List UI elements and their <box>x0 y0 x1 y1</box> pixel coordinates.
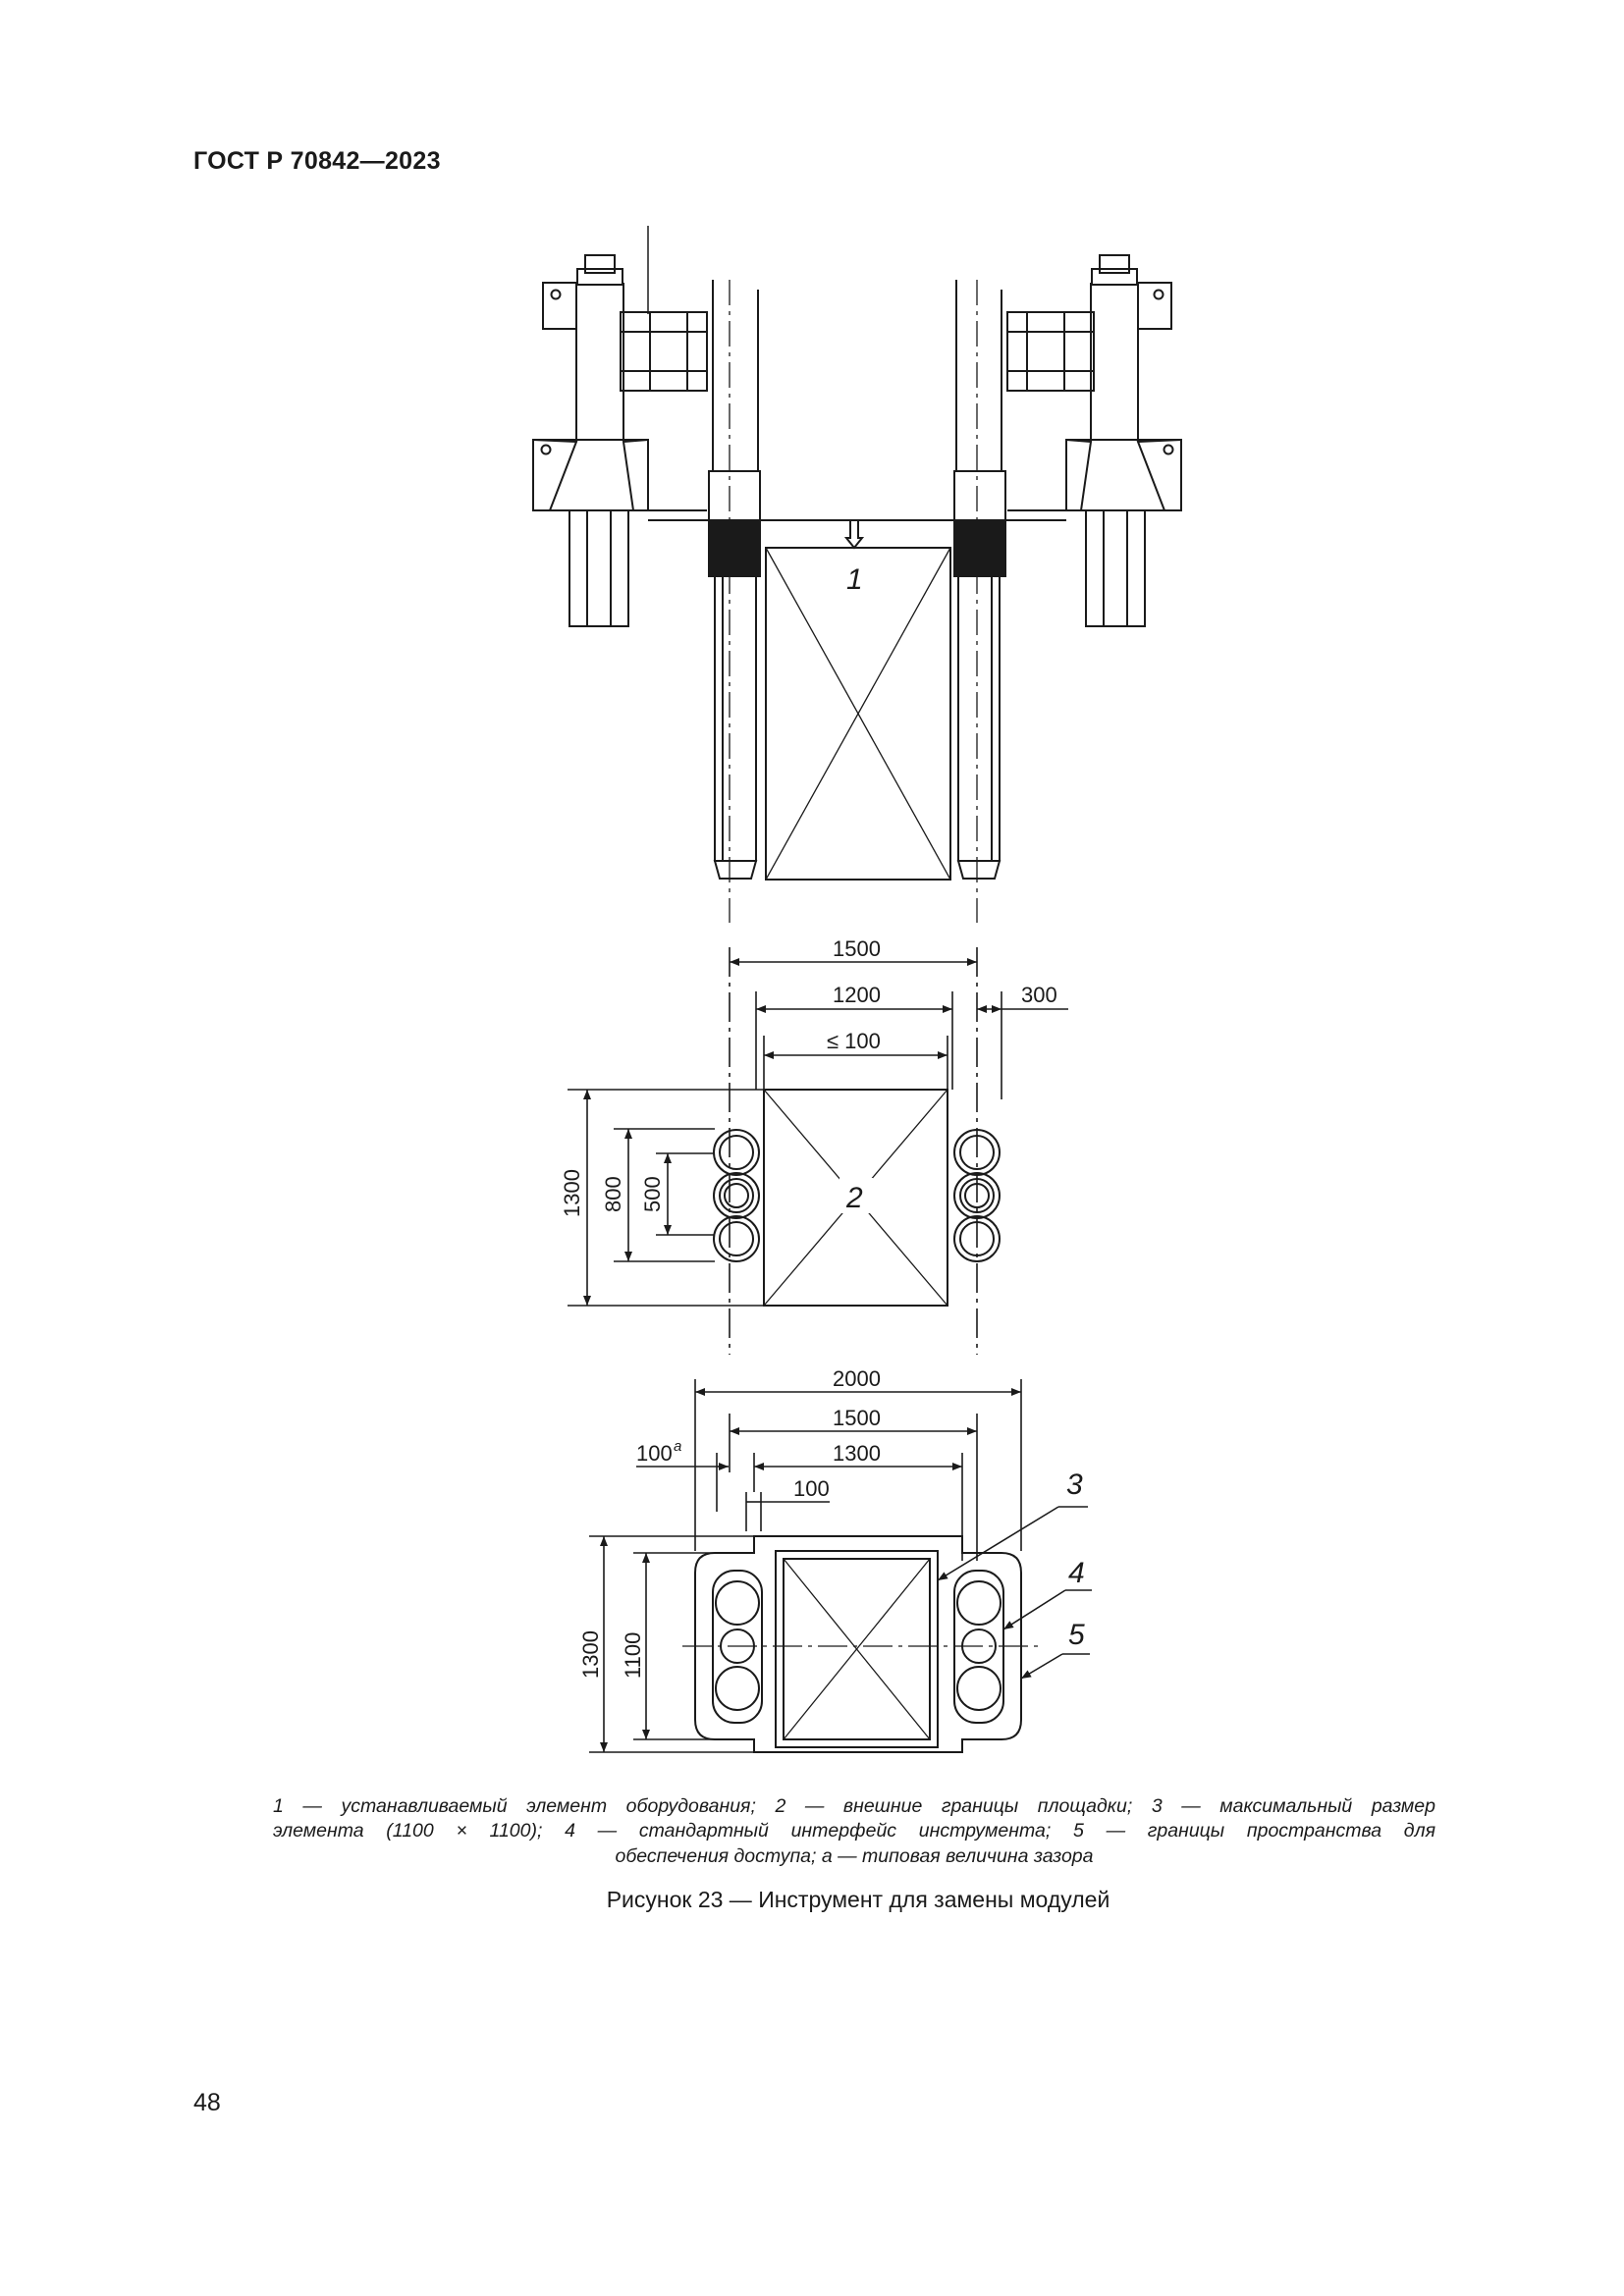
right-lifting-column <box>1007 255 1181 626</box>
dim-1300-v3: 1300 <box>578 1630 603 1679</box>
left-interface-stack <box>714 1130 759 1261</box>
dim-1300-h: 1300 <box>833 1441 881 1466</box>
view-1-elevation <box>533 226 1181 923</box>
left-lifting-column <box>533 255 707 626</box>
right-guide-tube <box>954 280 1005 879</box>
dim-300: 300 <box>1021 983 1057 1007</box>
dim-1300-v: 1300 <box>560 1169 584 1217</box>
figure-caption: Рисунок 23 — Инструмент для замены модулей <box>606 1887 1110 1912</box>
dim-1500: 1500 <box>833 936 881 961</box>
page-number: 48 <box>193 2089 221 2116</box>
dim-1500-h: 1500 <box>833 1406 881 1430</box>
equipment-element-1 <box>766 548 950 880</box>
label-4: 4 <box>1068 1557 1085 1589</box>
dim-800-v: 800 <box>601 1176 625 1212</box>
dim-le-100: ≤ 100 <box>827 1029 881 1053</box>
dim-1200: 1200 <box>833 983 881 1007</box>
figure-legend <box>273 1794 1435 1869</box>
left-guide-tube <box>709 280 760 879</box>
dim-1100-v3: 1100 <box>621 1631 645 1679</box>
dim-500-v: 500 <box>640 1176 665 1212</box>
legend-line-2: элемента (1100 × 1100); 4 — стандартный интерфейс инструмента; 5 — границы пространства для <box>273 1820 1435 1842</box>
label-3: 3 <box>1066 1468 1083 1501</box>
dim-100a-superscript: a <box>674 1438 682 1455</box>
view-2-plan <box>560 936 1068 1355</box>
dim-100a: 100 <box>636 1441 673 1466</box>
view-3-plan <box>578 1366 1092 1752</box>
label-2: 2 <box>846 1182 863 1214</box>
label-5: 5 <box>1068 1619 1085 1651</box>
legend-line-1: 1 — устанавливаемый элемент оборудования; 2 — внешние границы площадки; 3 — максимальный размер <box>273 1795 1435 1817</box>
access-space-boundary-5 <box>695 1536 1021 1752</box>
dim-100: 100 <box>793 1476 830 1501</box>
label-1: 1 <box>846 563 863 596</box>
dim-2000: 2000 <box>833 1366 881 1391</box>
max-element-size-3 <box>776 1551 938 1747</box>
legend-line-3: обеспечения доступа; a — типовая величина зазора <box>615 1844 1094 1867</box>
document-header: ГОСТ Р 70842—2023 <box>193 147 441 175</box>
